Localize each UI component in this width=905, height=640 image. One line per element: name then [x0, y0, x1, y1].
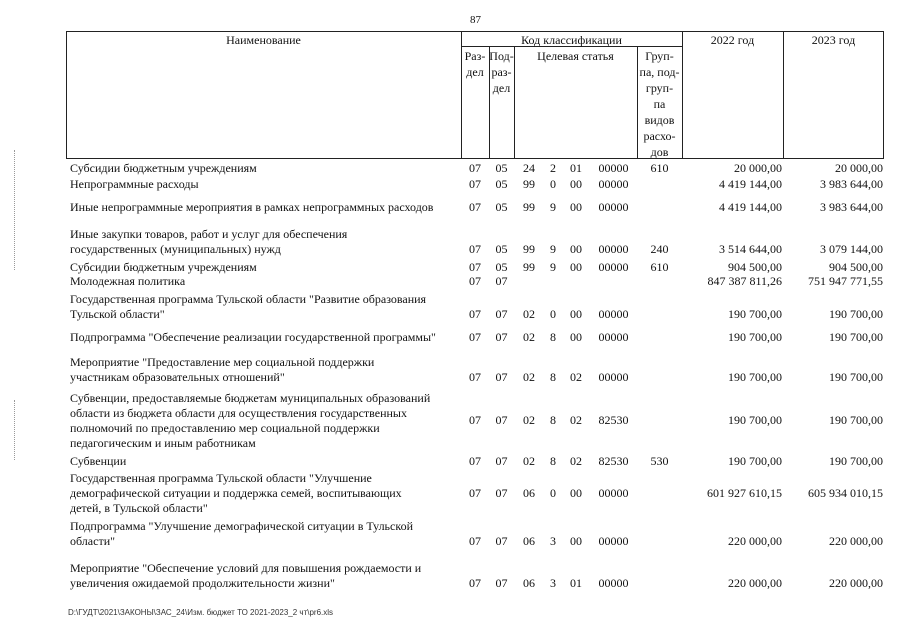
target-2-cell: 3 [550, 576, 556, 590]
value-2022: 3 514 644,00 [719, 242, 782, 256]
target-4-cell: 00000 [598, 534, 629, 548]
razdel-cell: 07 [469, 330, 481, 344]
row-name [70, 519, 462, 549]
target-4-cell: 00000 [598, 161, 629, 175]
target-4-cell: 82530 [598, 413, 629, 427]
header-razdel: Раз- дел [464, 49, 486, 79]
podrazdel-cell: 05 [495, 200, 508, 214]
podrazdel-cell: 07 [495, 454, 508, 468]
target-1-cell: 06 [523, 534, 535, 548]
row-name-line: области из бюджета области для осуществления государственных [70, 406, 407, 420]
target-2-cell: 8 [550, 413, 556, 427]
row-name-line: Подпрограмма "Улучшение демографической ситуации в Тульской [70, 519, 413, 533]
target-2-cell: 3 [550, 534, 556, 548]
target-3-cell: 00 [570, 534, 582, 548]
target-3-cell: 00 [570, 330, 582, 344]
target-2-cell: 8 [550, 330, 556, 344]
target-1-cell: 99 [523, 260, 535, 274]
row-name-line: педагогическим и иным работникам [70, 436, 256, 450]
value-2023: 904 500,00 [829, 260, 883, 274]
row-name-line: Государственная программа Тульской области "Развитие образования [70, 292, 427, 306]
target-1-cell: 24 [523, 161, 535, 175]
target-4-cell: 00000 [598, 242, 629, 256]
razdel-cell: 07 [469, 161, 481, 175]
podrazdel-cell: 07 [495, 413, 508, 427]
row-name-line: Мероприятие "Обеспечение условий для повышения рождаемости и [70, 561, 422, 575]
value-2023: 3 983 644,00 [820, 200, 883, 214]
row-name-line: Иные закупки товаров, работ и услуг для обеспечения [70, 227, 348, 241]
row-name-line: Государственная программа Тульской области "Улучшение [70, 471, 372, 485]
target-3-cell: 00 [570, 242, 582, 256]
value-2022: 190 700,00 [728, 330, 782, 344]
row-name [70, 391, 462, 451]
value-2022: 904 500,00 [728, 260, 782, 274]
row-name-line: Иные непрограммные мероприятия в рамках непрограммных расходов [70, 200, 434, 214]
podrazdel-cell: 07 [495, 330, 508, 344]
target-1-cell: 02 [523, 330, 535, 344]
value-2023: 605 934 010,15 [808, 486, 883, 500]
podrazdel-cell: 07 [495, 274, 508, 288]
target-4-cell: 00000 [598, 200, 629, 214]
value-2023: 3 079 144,00 [820, 242, 883, 256]
target-4-cell: 00000 [598, 177, 629, 191]
target-1-cell: 02 [523, 413, 535, 427]
group-cell: 610 [650, 161, 669, 175]
razdel-cell: 07 [469, 370, 481, 384]
header-code-group: Код классификации [521, 33, 622, 47]
row-name [70, 177, 462, 192]
razdel-cell: 07 [469, 576, 481, 590]
target-2-cell: 0 [550, 177, 556, 191]
target-4-cell: 00000 [598, 370, 629, 384]
row-name-line: Субвенции, предоставляемые бюджетам муниципальных образований [70, 391, 431, 405]
value-2022: 4 419 144,00 [719, 177, 782, 191]
target-4-cell: 82530 [598, 454, 629, 468]
razdel-cell: 07 [469, 200, 481, 214]
razdel-cell: 07 [469, 486, 481, 500]
podrazdel-cell: 07 [495, 576, 508, 590]
row-name [70, 355, 462, 385]
podrazdel-cell: 05 [495, 161, 508, 175]
podrazdel-cell: 07 [495, 534, 508, 548]
value-2022: 190 700,00 [728, 454, 782, 468]
podrazdel-cell: 07 [495, 370, 508, 384]
row-name [70, 274, 462, 289]
value-2023: 220 000,00 [829, 534, 883, 548]
target-4-cell: 00000 [598, 576, 629, 590]
row-name-line: детей, в Тульской области" [70, 501, 208, 515]
file-path-footer: D:\ГУДТ\2021\ЗАКОНЫ\ЗАС_24\Изм. бюджет ТО 2021-2023_2 чт\pr6.xls [68, 608, 334, 617]
razdel-cell: 07 [469, 534, 481, 548]
row-name [70, 161, 462, 176]
group-cell: 610 [650, 260, 669, 274]
row-name-line: Субвенции [70, 454, 127, 468]
row-name [70, 454, 462, 469]
value-2022: 190 700,00 [728, 370, 782, 384]
value-2023: 190 700,00 [829, 413, 883, 427]
target-3-cell: 00 [570, 486, 582, 500]
row-name-line: области" [70, 534, 116, 548]
header-group: Груп- па, под- груп- па видов расхо- дов [639, 49, 680, 159]
target-2-cell: 9 [550, 260, 556, 274]
value-2023: 220 000,00 [829, 576, 883, 590]
target-3-cell: 00 [570, 200, 582, 214]
razdel-cell: 07 [469, 307, 481, 321]
podrazdel-cell: 05 [495, 242, 508, 256]
podrazdel-cell: 05 [495, 177, 508, 191]
razdel-cell: 07 [469, 260, 481, 274]
row-name-line: Тульской области" [70, 307, 165, 321]
value-2022: 601 927 610,15 [707, 486, 782, 500]
target-2-cell: 0 [550, 486, 556, 500]
razdel-cell: 07 [469, 274, 481, 288]
row-name [70, 260, 462, 275]
header-target: Целевая статья [537, 49, 614, 63]
target-2-cell: 9 [550, 200, 556, 214]
header-podrazdel: Под- раз- дел [489, 49, 514, 95]
target-3-cell: 02 [570, 413, 582, 427]
target-1-cell: 02 [523, 370, 535, 384]
target-1-cell: 02 [523, 454, 535, 468]
target-1-cell: 99 [523, 200, 535, 214]
row-name-line: Субсидии бюджетным учреждениям [70, 260, 257, 274]
target-1-cell: 02 [523, 307, 535, 321]
target-1-cell: 06 [523, 486, 535, 500]
value-2023: 190 700,00 [829, 307, 883, 321]
target-1-cell: 99 [523, 177, 535, 191]
margin-mark [14, 400, 15, 460]
header-2023: 2023 год [811, 33, 856, 47]
value-2022: 4 419 144,00 [719, 200, 782, 214]
row-name-line: Молодежная политика [70, 274, 186, 288]
value-2023: 190 700,00 [829, 454, 883, 468]
razdel-cell: 07 [469, 177, 481, 191]
row-name-line: полномочий по предоставлению мер социальной поддержки [70, 421, 380, 435]
value-2022: 190 700,00 [728, 413, 782, 427]
podrazdel-cell: 07 [495, 486, 508, 500]
podrazdel-cell: 07 [495, 307, 508, 321]
row-name [70, 330, 462, 345]
target-3-cell: 00 [570, 260, 582, 274]
podrazdel-cell: 05 [495, 260, 508, 274]
group-cell: 240 [650, 242, 669, 256]
target-2-cell: 8 [550, 454, 556, 468]
value-2023: 751 947 771,55 [808, 274, 883, 288]
value-2022: 220 000,00 [728, 534, 782, 548]
value-2023: 20 000,00 [835, 161, 883, 175]
row-name-line: участникам образовательных отношений" [70, 370, 285, 384]
target-3-cell: 00 [570, 307, 582, 321]
value-2023: 3 983 644,00 [820, 177, 883, 191]
target-2-cell: 8 [550, 370, 556, 384]
row-name-line: Субсидии бюджетным учреждениям [70, 161, 257, 175]
target-3-cell: 02 [570, 454, 582, 468]
target-3-cell: 02 [570, 370, 582, 384]
page-number: 87 [470, 14, 481, 26]
target-2-cell: 0 [550, 307, 556, 321]
margin-mark [14, 150, 15, 270]
target-1-cell: 99 [523, 242, 535, 256]
target-4-cell: 00000 [598, 330, 629, 344]
row-name-line: демографической ситуации и поддержка семей, воспитывающих [70, 486, 402, 500]
target-1-cell: 06 [523, 576, 535, 590]
row-name-line: Непрограммные расходы [70, 177, 199, 191]
row-name [70, 200, 462, 215]
row-name [70, 227, 462, 257]
target-4-cell: 00000 [598, 307, 629, 321]
target-4-cell: 00000 [598, 486, 629, 500]
group-cell: 530 [650, 454, 669, 468]
header-2022: 2022 год [710, 33, 755, 47]
target-2-cell: 2 [550, 161, 556, 175]
row-name-line: Подпрограмма "Обеспечение реализации государственной программы" [70, 330, 436, 344]
value-2023: 190 700,00 [829, 370, 883, 384]
row-name-line: государственных (муниципальных) нужд [70, 242, 281, 256]
razdel-cell: 07 [469, 454, 481, 468]
value-2022: 20 000,00 [734, 161, 782, 175]
target-3-cell: 00 [570, 177, 582, 191]
row-name [70, 471, 462, 516]
razdel-cell: 07 [469, 413, 481, 427]
value-2023: 190 700,00 [829, 330, 883, 344]
row-name [70, 561, 462, 591]
row-name-line: Мероприятие "Предоставление мер социальной поддержки [70, 355, 375, 369]
target-3-cell: 01 [570, 576, 582, 590]
target-2-cell: 9 [550, 242, 556, 256]
razdel-cell: 07 [469, 242, 481, 256]
header-name: Наименование [226, 33, 301, 47]
value-2022: 190 700,00 [728, 307, 782, 321]
row-name [70, 292, 462, 322]
value-2022: 847 387 811,26 [707, 274, 782, 288]
row-name-line: увеличения ожидаемой продолжительности жизни" [70, 576, 335, 590]
target-4-cell: 00000 [598, 260, 629, 274]
target-3-cell: 01 [570, 161, 582, 175]
value-2022: 220 000,00 [728, 576, 782, 590]
